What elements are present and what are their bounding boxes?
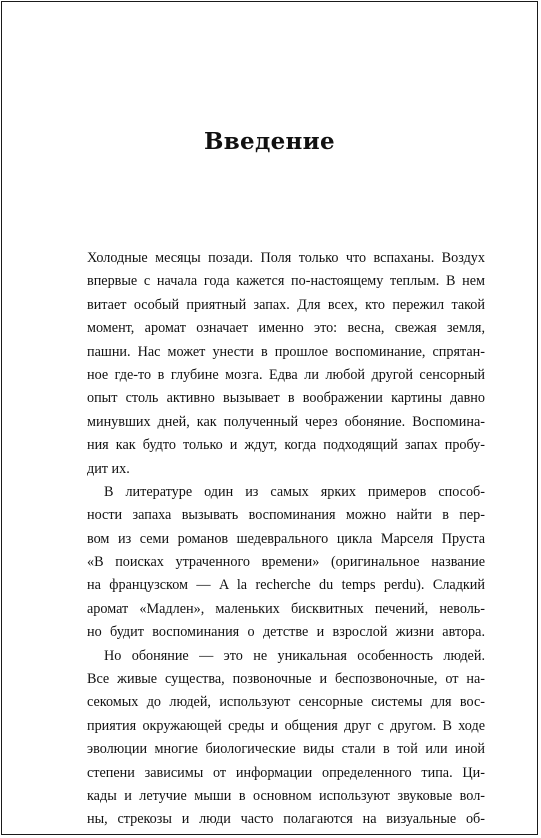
text-line: эволюции многие биологические виды стали в той или иной [87,741,485,758]
text-line: ности запаха вызывать воспоминания можно найти в пер- [87,507,485,524]
body-text [87,247,485,832]
text-line: «В поисках утраченного времени» (оригинальное название [87,554,485,571]
text-line: кады и летучие мыши в основном используют звуковые вол- [87,787,485,804]
text-line: на французском — A la recherche du temps perdu). Сладкий [87,577,485,594]
text-line: дит их. [87,460,130,477]
text-line: Все живые существа, позвоночные и беспозвоночные, от на- [87,671,485,688]
text-line: витает особый приятный запах. Для всех, кто пережил такой [87,296,485,313]
text-line: вом из семи романов шедеврального цикла Марселя Пруста [87,530,485,547]
text-line: секомых до людей, используют сенсорные системы для вос- [87,694,485,711]
text-line: В литературе один из самых ярких примеров способ- [104,483,485,500]
text-line: степени зависимы от информации определенного типа. Ци- [87,764,485,781]
text-line: ное где-то в глубине мозга. Едва ли любой другой сенсорный [87,366,485,383]
text-line: впервые с начала года кажется по-настоящему теплым. В нем [87,273,485,290]
text-line: ния как будто только и ждут, когда подходящий запах пробу- [87,437,485,454]
text-line: минувших дней, как полученный через обоняние. Воспомина- [87,413,485,430]
chapter-title: Введение [204,128,335,155]
text-line: но будит воспоминания о детстве и взрослой жизни автора. [87,624,485,641]
text-line: момент, аромат означает именно это: весна, свежая земля, [87,320,485,337]
text-line: Но обоняние — это не уникальная особенность людей. [104,647,485,664]
text-line: ны, стрекозы и люди часто полагаются на визуальные об- [87,811,485,828]
text-line: аромат «Мадлен», маленьких бисквитных печений, неволь- [87,600,485,617]
text-line: опыт столь активно вызывает в воображении картины давно [87,390,485,407]
text-line: Холодные месяцы позади. Поля только что вспаханы. Воздух [87,250,485,266]
text-line: приятия окружающей среды и общения друг с другом. В ходе [87,717,485,734]
text-line: пашни. Нас может унести в прошлое воспоминание, спрятан- [87,343,485,360]
